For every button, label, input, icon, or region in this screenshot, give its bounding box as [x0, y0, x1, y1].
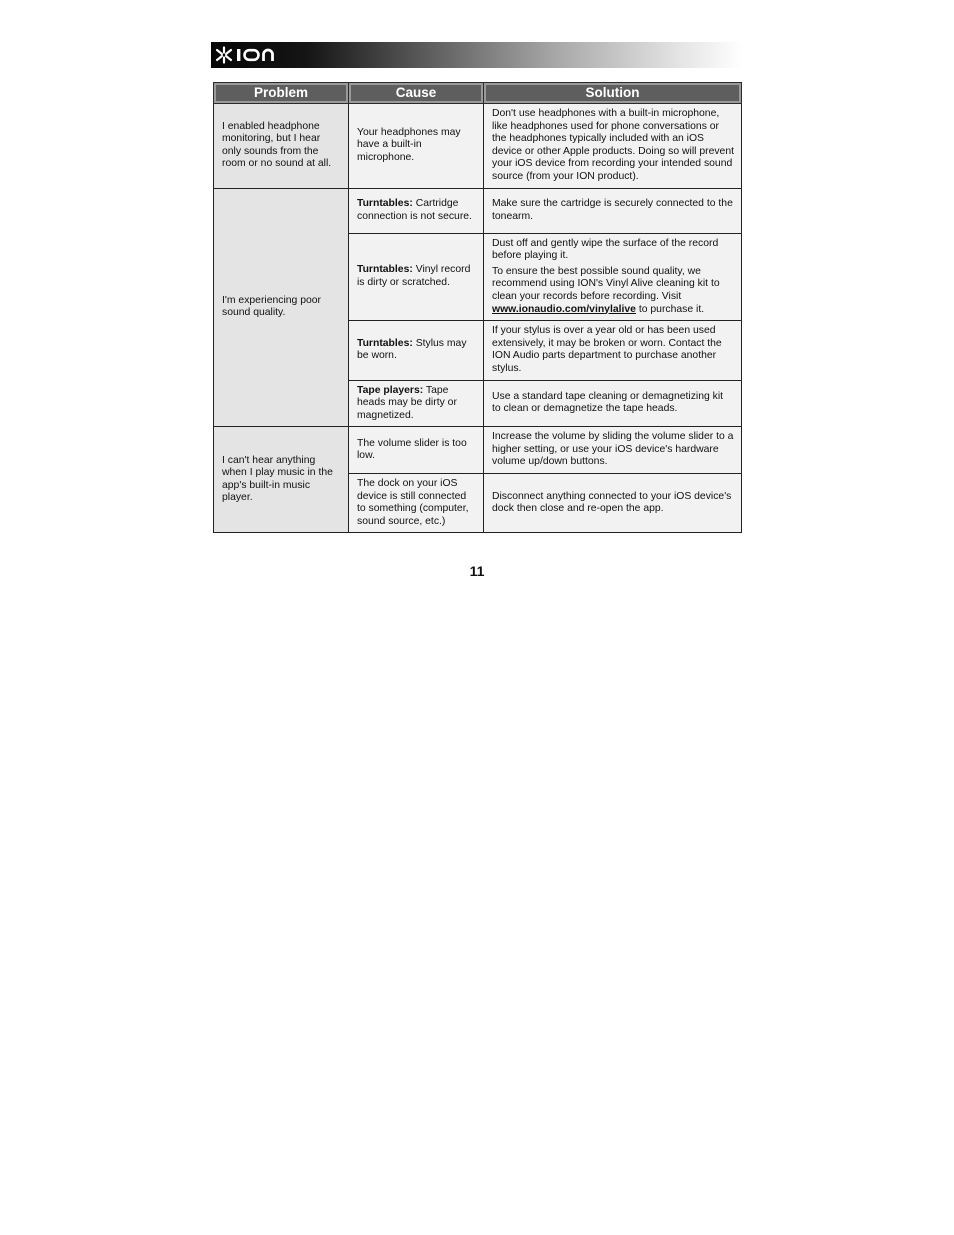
cause-cell: Your headphones may have a built-in microphone.	[349, 104, 484, 189]
cause-text: Cartridge connection is not secure.	[357, 197, 472, 222]
ion-logo	[211, 42, 288, 68]
problem-cell: I'm experiencing poor sound quality.	[214, 188, 349, 427]
header-solution: Solution	[484, 83, 742, 104]
header-cause: Cause	[349, 83, 484, 104]
cause-label: Turntables:	[357, 337, 413, 349]
solution-text: To ensure the best possible sound quality, we recommend using ION's Vinyl Alive cleaning kit to clean your records before recording. Visit	[492, 265, 720, 302]
cause-cell	[349, 321, 484, 380]
table-row	[214, 104, 742, 189]
cause-cell	[349, 233, 484, 321]
cause-cell: The volume slider is too low.	[349, 427, 484, 474]
cause-text: Vinyl record is dirty or scratched.	[357, 264, 471, 288]
solution-paragraph	[492, 266, 734, 316]
cause-cell: The dock on your iOS device is still connected to something (computer, sound source, etc.)	[349, 474, 484, 533]
cause-cell	[349, 380, 484, 427]
cause-label: Turntables:	[357, 197, 413, 209]
cause-label: Turntables:	[357, 264, 413, 276]
solution-cell: Disconnect anything connected to your iOS device's dock then close and re-open the app.	[484, 474, 742, 533]
solution-cell: If your stylus is over a year old or has been used extensively, it may be broken or worn. Contact the ION Audio parts department to purchase another stylus.	[484, 321, 742, 380]
ion-logo-icon	[214, 46, 288, 64]
solution-cell	[484, 233, 742, 321]
problem-cell: I enabled headphone monitoring, but I hear only sounds from the room or no sound at all.	[214, 104, 349, 189]
cause-cell	[349, 188, 484, 233]
solution-cell: Increase the volume by sliding the volume slider to a higher setting, or use your iOS device's hardware volume up/down buttons.	[484, 427, 742, 474]
solution-text: to purchase it.	[635, 303, 705, 315]
problem-cell: I can't hear anything when I play music in the app's built-in music player.	[214, 427, 349, 533]
page-number: 11	[469, 563, 485, 579]
solution-cell: Make sure the cartridge is securely connected to the tonearm.	[484, 188, 742, 233]
solution-cell: Use a standard tape cleaning or demagnetizing kit to clean or demagnetize the tape heads.	[484, 380, 742, 427]
header-bar	[211, 42, 743, 68]
troubleshooting-table	[213, 82, 742, 533]
vinyl-alive-link[interactable]: www.ionaudio.com/vinylalive	[492, 303, 636, 315]
table-header-row	[214, 83, 742, 104]
cause-text: Stylus may be worn.	[357, 337, 467, 362]
cause-text: Tape heads may be dirty or magnetized.	[357, 384, 457, 421]
header-problem: Problem	[214, 83, 349, 104]
solution-cell: Don't use headphones with a built-in microphone, like headphones used for phone conversations or the headphones typically included with an iOS device or other Apple products. Doing so will prevent your iOS device from recording your intended sound source (from your ION product).	[484, 104, 742, 189]
cause-label: Tape players:	[357, 384, 424, 396]
table-row	[214, 427, 742, 474]
solution-paragraph: Dust off and gently wipe the surface of the record before playing it.	[492, 237, 719, 262]
table-row	[214, 188, 742, 233]
